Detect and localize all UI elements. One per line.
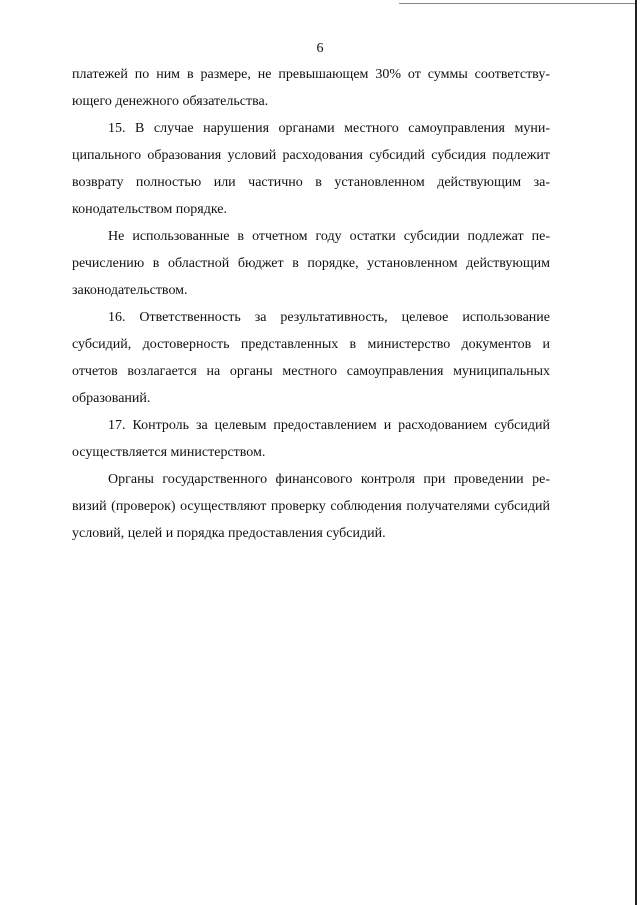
paragraph-item-17: 17. Контроль за целевым предоставлением и расходованием субсидий осуществляется министерством.	[72, 418, 550, 460]
document-body	[72, 61, 550, 547]
paragraph-continuation: платежей по ним в размере, не превышающем 30% от суммы соответствующего денежного обязательства.	[72, 67, 550, 109]
scan-edge-right	[635, 0, 637, 905]
paragraph-item-15: 15. В случае нарушения органами местного самоуправления муниципального образования условий расходования субсидий субсидия подлежит возврату полностью или частично в установленном действующим законодательством порядке.	[72, 121, 550, 217]
paragraph-unused-balances: Не использованные в отчетном году остатки субсидии подлежат перечислению в областной бюджет в порядке, установленном действующим законодательством.	[72, 229, 550, 298]
paragraph-financial-control: Органы государственного финансового контроля при проведении ревизий (проверок) осуществляют проверку соблюдения получателями субсидий условий, целей и порядка предоставления субсидий.	[72, 472, 550, 541]
scan-edge-top	[399, 3, 637, 4]
paragraph-item-16: 16. Ответственность за результативность, целевое использование субсидий, достоверность представленных в министерство документов и отчетов возлагается на органы местного самоуправления муниципальных образований.	[72, 310, 550, 406]
page-number: 6	[316, 41, 324, 56]
